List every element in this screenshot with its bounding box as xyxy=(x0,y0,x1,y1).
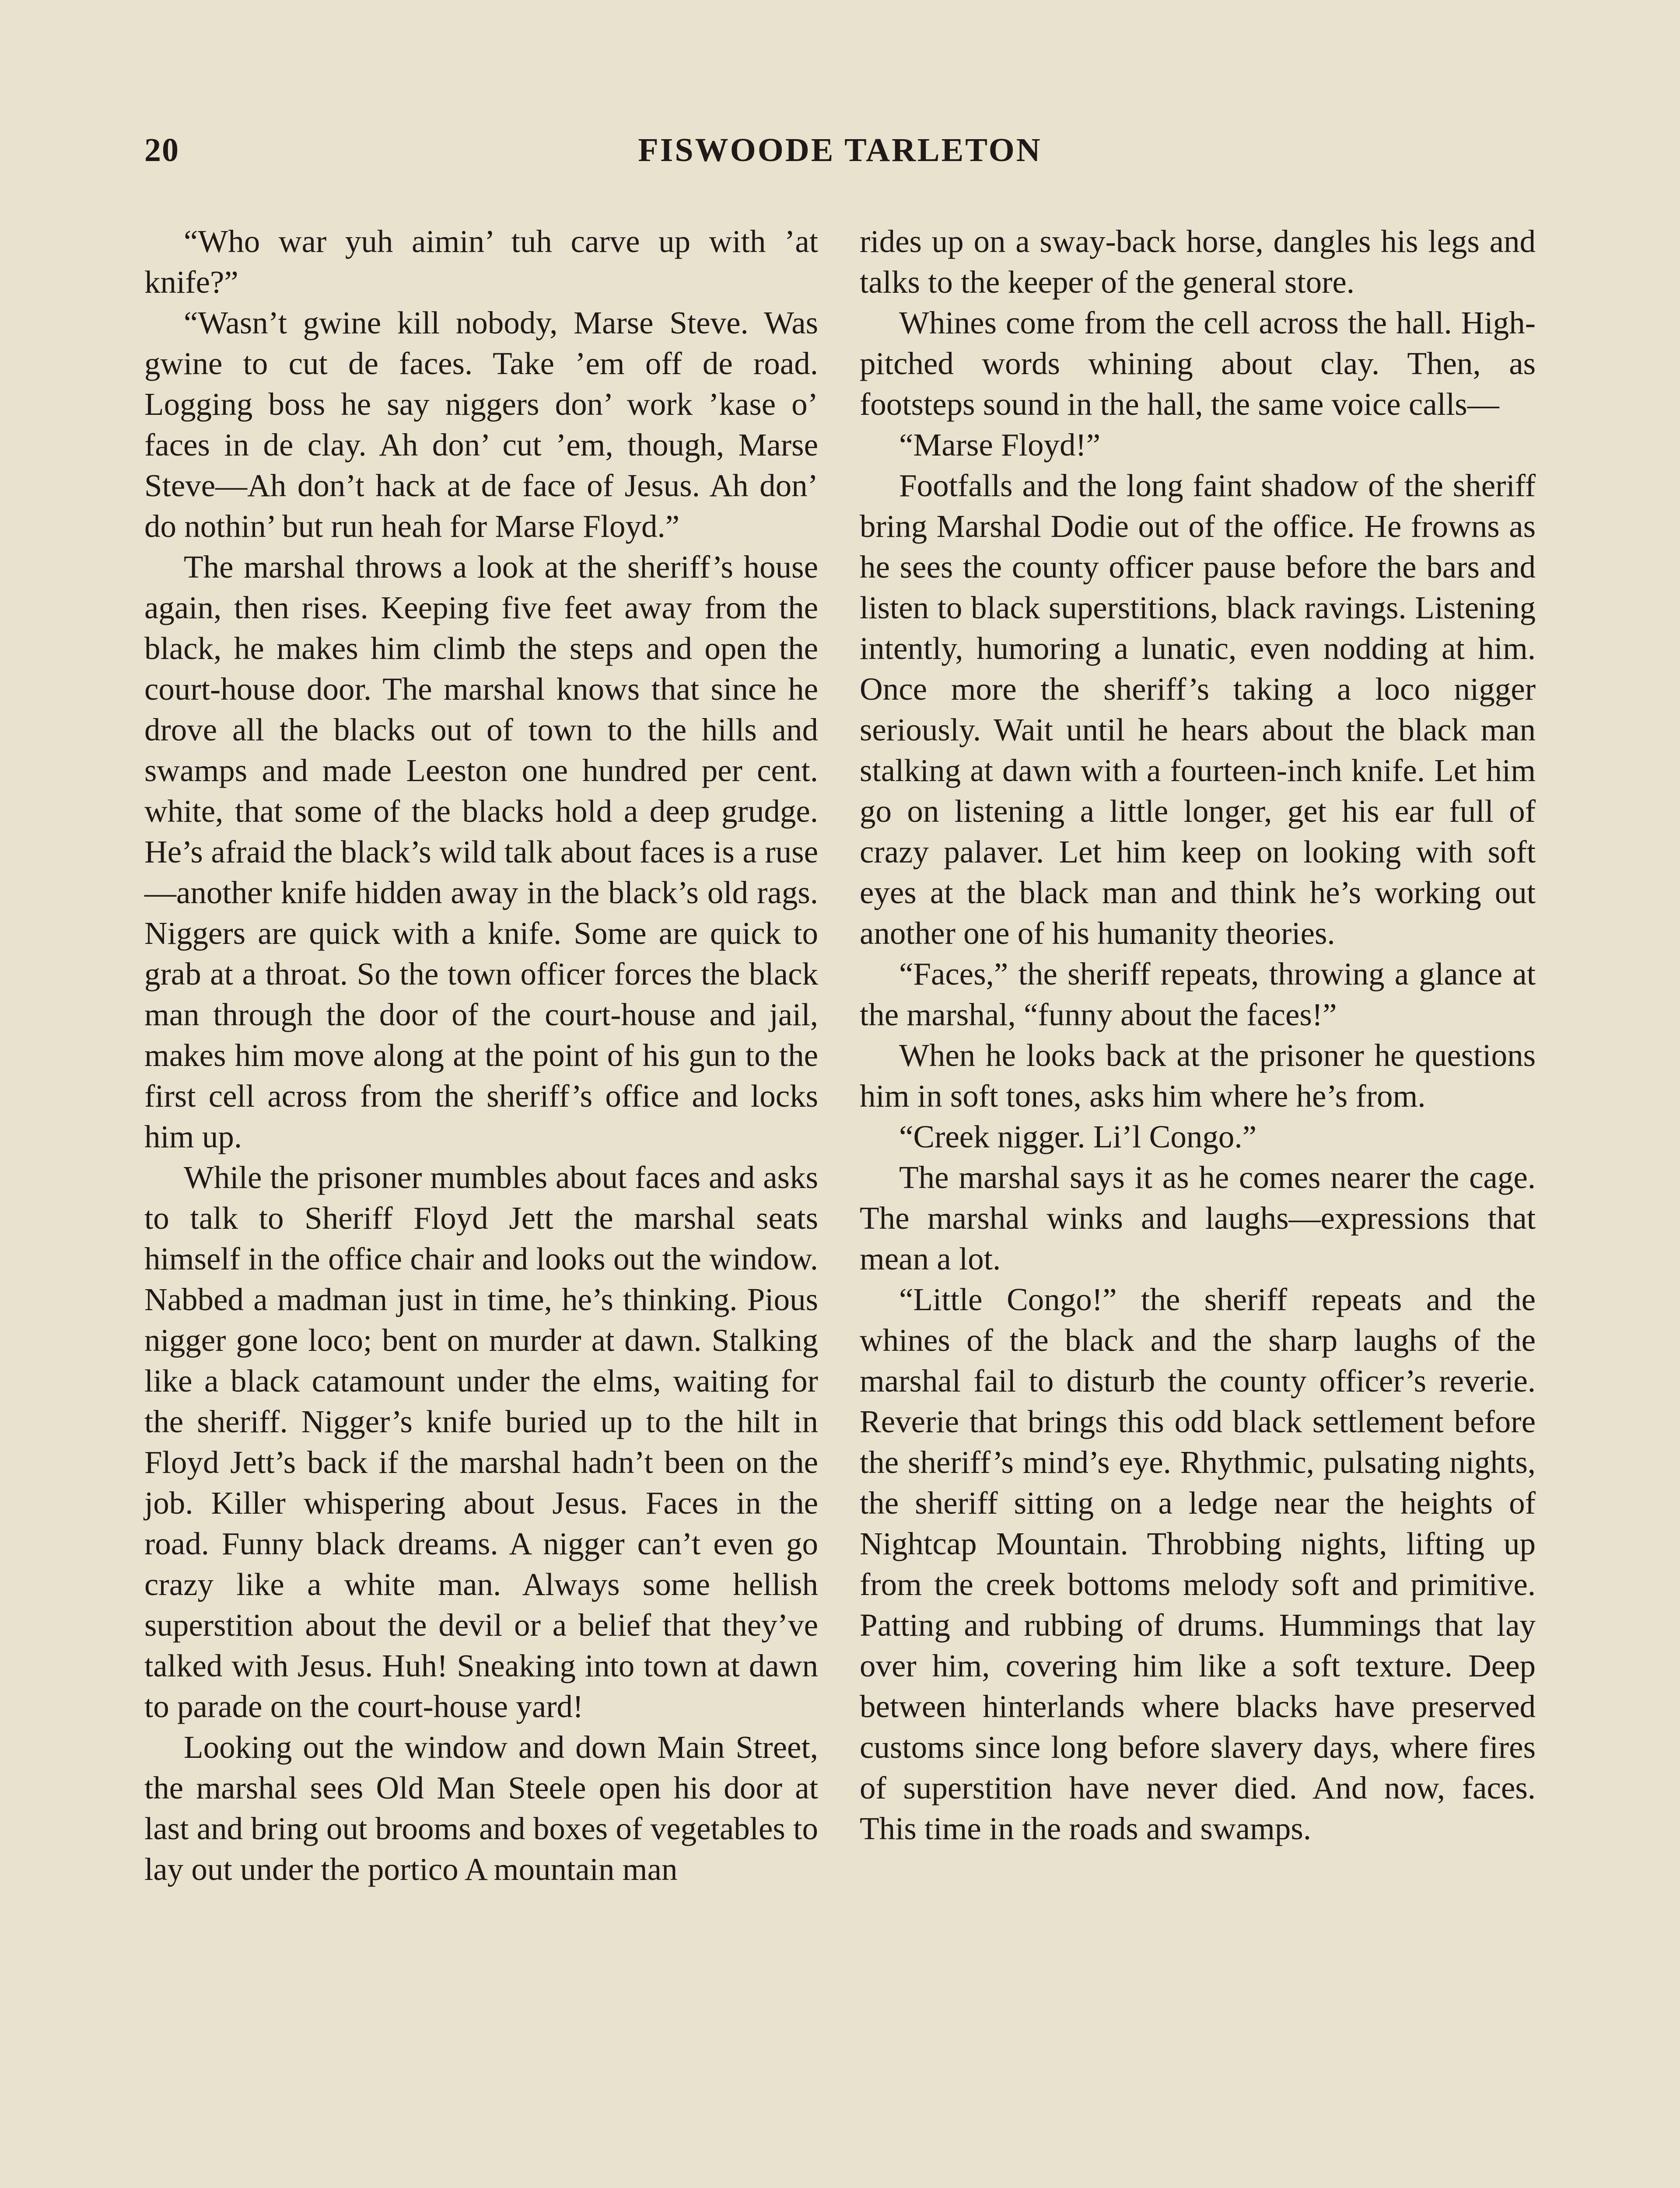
paragraph: “Faces,” the sheriff repeats, throwing a glance at the marshal, “funny about the faces!” xyxy=(860,956,1536,1032)
paragraph: “Wasn’t gwine kill nobody, Marse Steve. Was gwine to cut de faces. Take ’em off de road. Logging boss he say niggers don’ work ’kase o’ faces in de clay. Ah don’ cut ’em, though, Marse Steve—Ah don’t hack at de face of Jesus. Ah don’ do nothin’ but run heah for Marse Floyd.” xyxy=(144,305,818,544)
paragraph: “Who war yuh aimin’ tuh carve up with ’at knife?” xyxy=(144,224,818,300)
paragraph-continued: rides up on a sway-back horse, dangles his legs and talks to the keeper of the general store. xyxy=(860,224,1536,300)
paragraph: “Little Congo!” the sheriff repeats and the whines of the black and the sharp laughs of the marshal fail to disturb the county officer’s reverie. Reverie that brings this odd black settlement before the sheriff’s mind’s eye. Rhythmic, pulsating nights, the sheriff sitting on a ledge near the heights of Nightcap Mountain. Throbbing nights, lifting up from the creek bottoms melody soft and primitive. Patting and rubbing of drums. Hummings that lay over him, covering him like a soft texture. Deep between hinterlands where blacks have preserved customs since long before slavery days, where fires of superstition have never died. And now, faces. This time in the roads and swamps. xyxy=(860,1282,1536,1846)
paragraph: When he looks back at the prisoner he questions him in soft tones, asks him where he’s from. xyxy=(860,1038,1536,1114)
paragraph: While the prisoner mumbles about faces and asks to talk to Sheriff Floyd Jett the marshal seats himself in the office chair and looks out the window. Nabbed a madman just in time, he’s thinking. Pious nigger gone loco; bent on murder at dawn. Stalking like a black catamount under the elms, waiting for the sheriff. Nigger’s knife buried up to the hilt in Floyd Jett’s back if the marshal hadn’t been on the job. Killer whispering about Jesus. Faces in the road. Funny black dreams. A nigger can’t even go crazy like a white man. Always some hellish superstition about the devil or a belief that they’ve talked with Jesus. Huh! Sneaking into town at dawn to parade on the court-house yard! xyxy=(144,1160,818,1724)
page-number: 20 xyxy=(144,132,179,168)
paragraph: Looking out the window and down Main Street, the marshal sees Old Man Steele open his door at last and bring out brooms and boxes of vegetables to lay out under the portico A mountain man xyxy=(144,1729,818,1887)
paragraph: Whines come from the cell across the hall. High-pitched words whining about clay. Then, as footsteps sound in the hall, the same voice calls— xyxy=(860,305,1536,422)
paragraph: Footfalls and the long faint shadow of the sheriff bring Marshal Dodie out of the office. He frowns as he sees the county officer pause before the bars and listen to black superstitions, black ravings. Listening intently, humoring a lunatic, even nodding at him. Once more the sheriff’s taking a loco nigger seriously. Wait until he hears about the black man stalking at dawn with a fourteen-inch knife. Let him go on listening a little longer, get his ear full of crazy palaver. Let him keep on looking with soft eyes at the black man and think he’s working out another one of his humanity theories. xyxy=(860,468,1536,951)
left-column xyxy=(144,221,818,2188)
running-title: FISWOODE TARLETON xyxy=(638,132,1042,168)
paragraph: The marshal throws a look at the sheriff’s house again, then rises. Keeping five feet away from the black, he makes him climb the steps and open the court-house door. The marshal knows that since he drove all the blacks out of town to the hills and swamps and made Leeston one hundred per cent. white, that some of the blacks hold a deep grudge. He’s afraid the black’s wild talk about faces is a ruse—another knife hidden away in the black’s old rags. Niggers are quick with a knife. Some are quick to grab at a throat. So the town officer forces the black man through the door of the court-house and jail, makes him move along at the point of his gun to the first cell across from the sheriff’s office and locks him up. xyxy=(144,549,818,1154)
right-column xyxy=(860,221,1536,2188)
paragraph: “Marse Floyd!” xyxy=(899,427,1101,463)
paragraph: The marshal says it as he comes nearer the cage. The marshal winks and laughs—expressions that mean a lot. xyxy=(860,1160,1536,1276)
paragraph: “Creek nigger. Li’l Congo.” xyxy=(899,1119,1256,1154)
page-header xyxy=(144,131,1536,179)
